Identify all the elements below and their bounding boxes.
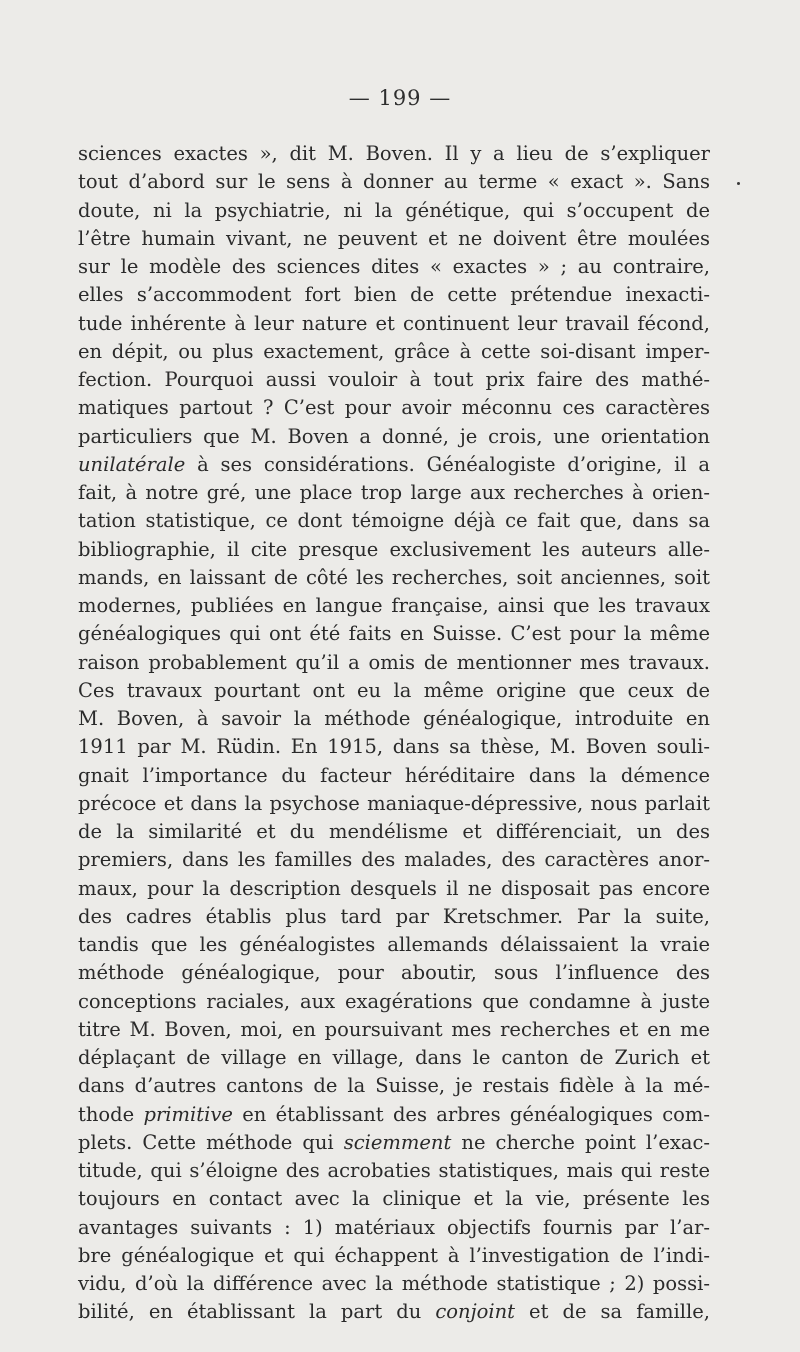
text-run: M. Boven, à savoir la méthode généalogique, introduite en: [78, 707, 710, 730]
text-run: tout d’abord sur le sens à donner au terme « exact ». Sans: [78, 170, 710, 194]
text-line: [78, 394, 710, 422]
text-run: conceptions raciales, aux exagérations que condamne à juste: [78, 989, 710, 1013]
text-run: généalogiques qui ont été faits en Suisse. C’est pour la même: [78, 622, 710, 646]
text-run: bre généalogique et qui échappent à l’investigation de l’indi-: [78, 1243, 710, 1267]
page-number: — 199 —: [348, 86, 452, 110]
text-run: bibliographie, il cite presque exclusivement les auteurs alle-: [78, 537, 710, 561]
text-line: [78, 423, 710, 451]
text-line: [78, 1242, 710, 1270]
text-line: [78, 762, 710, 790]
text-line: [78, 1101, 710, 1129]
text-run: elles s’accommodent fort bien de cette prétendue inexacti-: [78, 283, 710, 307]
text-run: plets. Cette méthode qui: [78, 1130, 344, 1154]
text-run: tandis que les généalogistes allemands délaissaient la vraie: [78, 933, 710, 956]
text-line: [78, 168, 710, 196]
text-run: fection. Pourquoi aussi vouloir à tout prix faire des mathé-: [78, 368, 710, 391]
text-line: [78, 677, 710, 705]
text-run: dans d’autres cantons de la Suisse, je restais fidèle à la mé-: [78, 1074, 710, 1098]
text-line: [78, 366, 710, 394]
text-line: [78, 281, 710, 309]
text-line: [78, 1298, 710, 1326]
text-run: et de sa famille,: [514, 1300, 710, 1324]
text-run: doute, ni la psychiatrie, ni la génétique, qui s’occupent de: [78, 198, 710, 222]
text-run: avantages suivants : 1) matériaux objectifs fournis par l’ar-: [78, 1215, 710, 1239]
text-line: [78, 931, 710, 959]
text-run: fait, à notre gré, une place trop large aux recherches à orien-: [78, 481, 710, 504]
text-line: [78, 733, 710, 761]
text-run: sur le modèle des sciences dites « exactes » ; au contraire,: [78, 255, 710, 278]
text-run: à ses considérations. Généalogiste d’origine, il a: [185, 452, 710, 476]
text-run: thode: [78, 1102, 144, 1126]
text-run: maux, pour la description desquels il ne disposait pas encore: [78, 876, 710, 900]
text-line: [78, 310, 710, 338]
text-line: [78, 253, 710, 281]
text-line: [78, 140, 710, 168]
text-line: [78, 875, 710, 903]
italic-phrase: unilatérale: [78, 452, 186, 476]
text-line: [78, 536, 710, 564]
text-run: précoce et dans la psychose maniaque-dépressive, nous parlait: [78, 791, 710, 815]
text-line: [78, 790, 710, 818]
text-run: des cadres établis plus tard par Kretschmer. Par la suite,: [78, 904, 710, 928]
text-line: [78, 705, 710, 733]
text-line: [78, 451, 710, 479]
text-line: [78, 564, 710, 592]
text-run: en établissant des arbres généalogiques com-: [232, 1102, 710, 1126]
text-run: matiques partout ? C’est pour avoir méconnu ces caractères: [78, 396, 710, 420]
text-line: [78, 507, 710, 535]
text-run: 1911 par M. Rüdin. En 1915, dans sa thèse, M. Boven souli-: [78, 735, 710, 759]
text-line: [78, 620, 710, 648]
text-line: [78, 592, 710, 620]
text-run: raison probablement qu’il a omis de mentionner mes travaux.: [78, 650, 710, 674]
text-line: [78, 1185, 710, 1213]
text-run: l’être humain vivant, ne peuvent et ne doivent être moulées: [78, 226, 710, 250]
text-run: ne cherche point l’exac-: [451, 1130, 711, 1154]
text-run: toujours en contact avec la clinique et la vie, présente les: [78, 1187, 710, 1211]
text-run: méthode généalogique, pour aboutir, sous l’influence des: [78, 961, 710, 985]
italic-phrase: sciemment: [343, 1130, 452, 1154]
text-line: [78, 1044, 710, 1072]
text-run: Ces travaux pourtant ont eu la même origine que ceux de: [78, 678, 710, 702]
text-line: [78, 1016, 710, 1044]
text-run: déplaçant de village en village, dans le canton de Zurich et: [78, 1046, 710, 1069]
italic-phrase: primitive: [143, 1102, 233, 1126]
text-run: titre M. Boven, moi, en poursuivant mes recherches et en me: [78, 1017, 710, 1041]
text-line: [78, 1157, 710, 1185]
body-text: [78, 140, 710, 1327]
text-run: bilité, en établissant la part du: [78, 1300, 436, 1324]
ink-speck: [737, 182, 740, 185]
text-run: vidu, d’où la différence avec la méthode statistique ; 2) possi-: [78, 1272, 710, 1295]
text-line: [78, 225, 710, 253]
text-run: mands, en laissant de côté les recherches, soit anciennes, soit: [78, 565, 710, 589]
text-run: tude inhérente à leur nature et continuent leur travail fécond,: [78, 311, 710, 335]
text-run: particuliers que M. Boven a donné, je crois, une orientation: [78, 424, 710, 448]
text-run: de la similarité et du mendélisme et différenciait, un des: [78, 820, 710, 843]
text-line: [78, 846, 710, 874]
text-line: [78, 959, 710, 987]
text-line: [78, 1270, 710, 1298]
text-line: [78, 197, 710, 225]
text-line: [78, 1129, 710, 1157]
text-run: modernes, publiées en langue française, ainsi que les travaux: [78, 594, 710, 617]
text-line: [78, 818, 710, 846]
text-run: en dépit, ou plus exactement, grâce à cette soi-disant imper-: [78, 339, 710, 363]
text-line: [78, 1072, 710, 1100]
text-line: [78, 1214, 710, 1242]
text-run: tation statistique, ce dont témoigne déjà ce fait que, dans sa: [78, 509, 710, 533]
italic-phrase: conjoint: [435, 1300, 515, 1324]
text-line: [78, 479, 710, 507]
text-run: gnait l’importance du facteur héréditaire dans la démence: [78, 763, 710, 787]
text-run: sciences exactes », dit M. Boven. Il y a lieu de s’expliquer: [78, 142, 710, 165]
text-run: titude, qui s’éloigne des acrobaties statistiques, mais qui reste: [78, 1159, 710, 1182]
text-line: [78, 649, 710, 677]
text-line: [78, 338, 710, 366]
text-run: premiers, dans les familles des malades, des caractères anor-: [78, 848, 710, 872]
text-line: [78, 903, 710, 931]
text-line: [78, 988, 710, 1016]
